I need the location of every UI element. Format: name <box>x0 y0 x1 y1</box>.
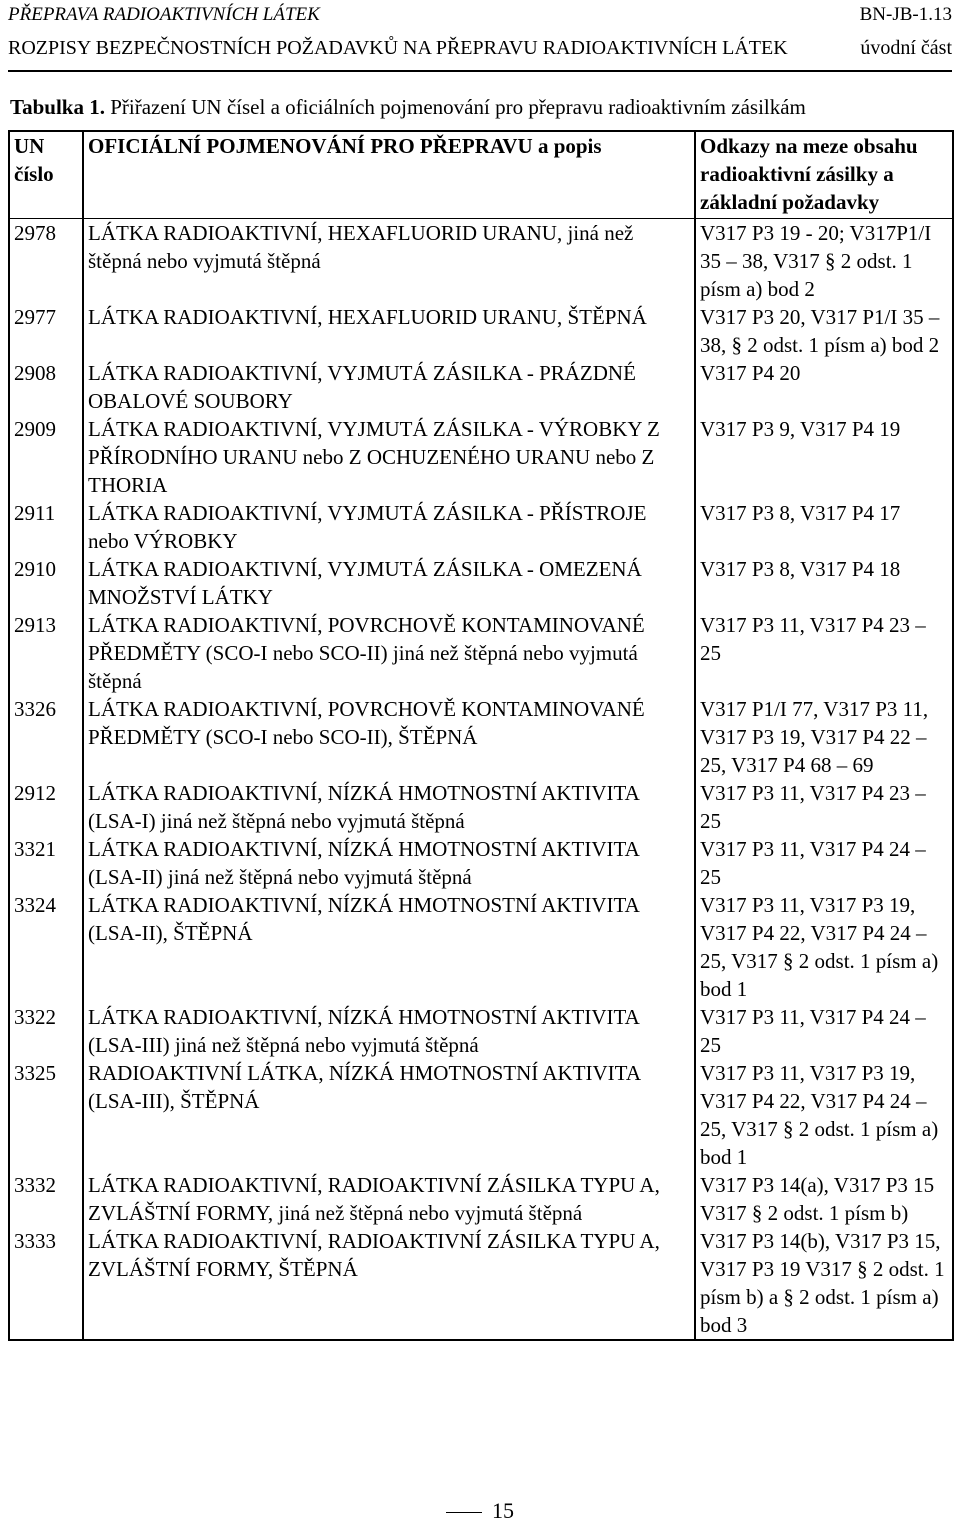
references-cell: V317 P3 14(b), V317 P3 15, V317 P3 19 V317 § 2 odst. 1 písm b) a § 2 odst. 1 písm a) bod 3 <box>695 1227 953 1340</box>
references-cell: V317 P3 20, V317 P1/I 35 – 38, § 2 odst. 1 písm a) bod 2 <box>695 303 953 359</box>
official-name-cell: LÁTKA RADIOAKTIVNÍ, VYJMUTÁ ZÁSILKA - PRÁZDNÉ OBALOVÉ SOUBORY <box>83 359 695 415</box>
table-header-row <box>9 131 953 219</box>
page-number: 15 <box>492 1498 514 1523</box>
un-number-cell: 3324 <box>9 891 83 1003</box>
table-row <box>9 1003 953 1059</box>
table-row <box>9 1059 953 1171</box>
header-un-number: UN číslo <box>9 131 83 219</box>
table-row <box>9 415 953 499</box>
table-row <box>9 303 953 359</box>
official-name-cell: RADIOAKTIVNÍ LÁTKA, NÍZKÁ HMOTNOSTNÍ AKTIVITA (LSA-III), ŠTĚPNÁ <box>83 1059 695 1171</box>
references-cell: V317 P3 11, V317 P4 23 – 25 <box>695 779 953 835</box>
references-cell: V317 P3 14(a), V317 P3 15 V317 § 2 odst. 1 písm b) <box>695 1171 953 1227</box>
table-caption-text: Přiřazení UN čísel a oficiálních pojmenování pro přepravu radioaktivním zásilkám <box>110 95 806 119</box>
official-name-cell: LÁTKA RADIOAKTIVNÍ, NÍZKÁ HMOTNOSTNÍ AKTIVITA (LSA-II), ŠTĚPNÁ <box>83 891 695 1003</box>
references-cell: V317 P3 9, V317 P4 19 <box>695 415 953 499</box>
references-cell: V317 P3 11, V317 P4 23 – 25 <box>695 611 953 695</box>
header-official-name: OFICIÁLNÍ POJMENOVÁNÍ PRO PŘEPRAVU a popis <box>83 131 695 219</box>
un-number-cell: 2913 <box>9 611 83 695</box>
un-number-cell: 2978 <box>9 219 83 304</box>
un-number-cell: 2911 <box>9 499 83 555</box>
references-cell: V317 P3 11, V317 P3 19, V317 P4 22, V317 P4 24 – 25, V317 § 2 odst. 1 písm a) bod 1 <box>695 1059 953 1171</box>
document-code: BN-JB-1.13 <box>859 4 952 25</box>
section-label: úvodní část <box>860 37 952 59</box>
table-row <box>9 835 953 891</box>
references-cell: V317 P3 8, V317 P4 18 <box>695 555 953 611</box>
table-caption <box>10 90 806 124</box>
official-name-cell: LÁTKA RADIOAKTIVNÍ, RADIOAKTIVNÍ ZÁSILKA TYPU A, ZVLÁŠTNÍ FORMY, ŠTĚPNÁ <box>83 1227 695 1340</box>
official-name-cell: LÁTKA RADIOAKTIVNÍ, NÍZKÁ HMOTNOSTNÍ AKTIVITA (LSA-III) jiná než štěpná nebo vyjmutá štěpná <box>83 1003 695 1059</box>
references-cell: V317 P3 19 - 20; V317P1/I 35 – 38, V317 § 2 odst. 1 písm a) bod 2 <box>695 219 953 304</box>
references-cell: V317 P1/I 77, V317 P3 11, V317 P3 19, V317 P4 22 – 25, V317 P4 68 – 69 <box>695 695 953 779</box>
table-row <box>9 611 953 695</box>
references-cell: V317 P3 11, V317 P3 19, V317 P4 22, V317 P4 24 – 25, V317 § 2 odst. 1 písm a) bod 1 <box>695 891 953 1003</box>
un-number-cell: 3325 <box>9 1059 83 1171</box>
official-name-cell: LÁTKA RADIOAKTIVNÍ, NÍZKÁ HMOTNOSTNÍ AKTIVITA (LSA-I) jiná než štěpná nebo vyjmutá štěpná <box>83 779 695 835</box>
official-name-cell: LÁTKA RADIOAKTIVNÍ, HEXAFLUORID URANU, ŠTĚPNÁ <box>83 303 695 359</box>
footer-dash <box>446 1512 482 1513</box>
official-name-cell: LÁTKA RADIOAKTIVNÍ, VYJMUTÁ ZÁSILKA - OMEZENÁ MNOŽSTVÍ LÁTKY <box>83 555 695 611</box>
un-number-cell: 2977 <box>9 303 83 359</box>
running-header <box>8 0 952 30</box>
references-cell: V317 P3 11, V317 P4 24 – 25 <box>695 835 953 891</box>
table-row <box>9 555 953 611</box>
un-number-cell: 2912 <box>9 779 83 835</box>
official-name-cell: LÁTKA RADIOAKTIVNÍ, POVRCHOVĚ KONTAMINOVANÉ PŘEDMĚTY (SCO-I nebo SCO-II), ŠTĚPNÁ <box>83 695 695 779</box>
official-name-cell: LÁTKA RADIOAKTIVNÍ, VYJMUTÁ ZÁSILKA - VÝROBKY Z PŘÍRODNÍHO URANU nebo Z OCHUZENÉHO URANU nebo Z THORIA <box>83 415 695 499</box>
header-references: Odkazy na meze obsahu radioaktivní zásilky a základní požadavky <box>695 131 953 219</box>
un-number-cell: 3332 <box>9 1171 83 1227</box>
un-number-cell: 2910 <box>9 555 83 611</box>
official-name-cell: LÁTKA RADIOAKTIVNÍ, NÍZKÁ HMOTNOSTNÍ AKTIVITA (LSA-II) jiná než štěpná nebo vyjmutá štěpná <box>83 835 695 891</box>
un-number-table <box>8 130 954 1341</box>
table-row <box>9 499 953 555</box>
document-subtitle-row <box>8 34 952 62</box>
un-number-cell: 3322 <box>9 1003 83 1059</box>
un-number-cell: 3333 <box>9 1227 83 1340</box>
official-name-cell: LÁTKA RADIOAKTIVNÍ, POVRCHOVĚ KONTAMINOVANÉ PŘEDMĚTY (SCO-I nebo SCO-II) jiná než štěpná nebo vyjmutá štěpná <box>83 611 695 695</box>
page-footer <box>0 1498 960 1524</box>
table-row <box>9 359 953 415</box>
references-cell: V317 P3 11, V317 P4 24 – 25 <box>695 1003 953 1059</box>
official-name-cell: LÁTKA RADIOAKTIVNÍ, VYJMUTÁ ZÁSILKA - PŘÍSTROJE nebo VÝROBKY <box>83 499 695 555</box>
document-subtitle: ROZPISY BEZPEČNOSTNÍCH POŽADAVKŮ NA PŘEPRAVU RADIOAKTIVNÍCH LÁTEK <box>8 37 788 59</box>
table-row <box>9 1171 953 1227</box>
table-row <box>9 891 953 1003</box>
official-name-cell: LÁTKA RADIOAKTIVNÍ, RADIOAKTIVNÍ ZÁSILKA TYPU A, ZVLÁŠTNÍ FORMY, jiná než štěpná nebo vyjmutá štěpná <box>83 1171 695 1227</box>
un-number-cell: 3321 <box>9 835 83 891</box>
un-number-cell: 2909 <box>9 415 83 499</box>
header-divider <box>8 70 952 72</box>
table-row <box>9 695 953 779</box>
official-name-cell: LÁTKA RADIOAKTIVNÍ, HEXAFLUORID URANU, jiná než štěpná nebo vyjmutá štěpná <box>83 219 695 304</box>
table-caption-label: Tabulka 1. <box>10 95 105 119</box>
references-cell: V317 P4 20 <box>695 359 953 415</box>
running-header-title: PŘEPRAVA RADIOAKTIVNÍCH LÁTEK <box>8 4 320 25</box>
un-number-cell: 3326 <box>9 695 83 779</box>
table-row <box>9 779 953 835</box>
table-row <box>9 219 953 304</box>
table-row <box>9 1227 953 1340</box>
un-number-cell: 2908 <box>9 359 83 415</box>
references-cell: V317 P3 8, V317 P4 17 <box>695 499 953 555</box>
